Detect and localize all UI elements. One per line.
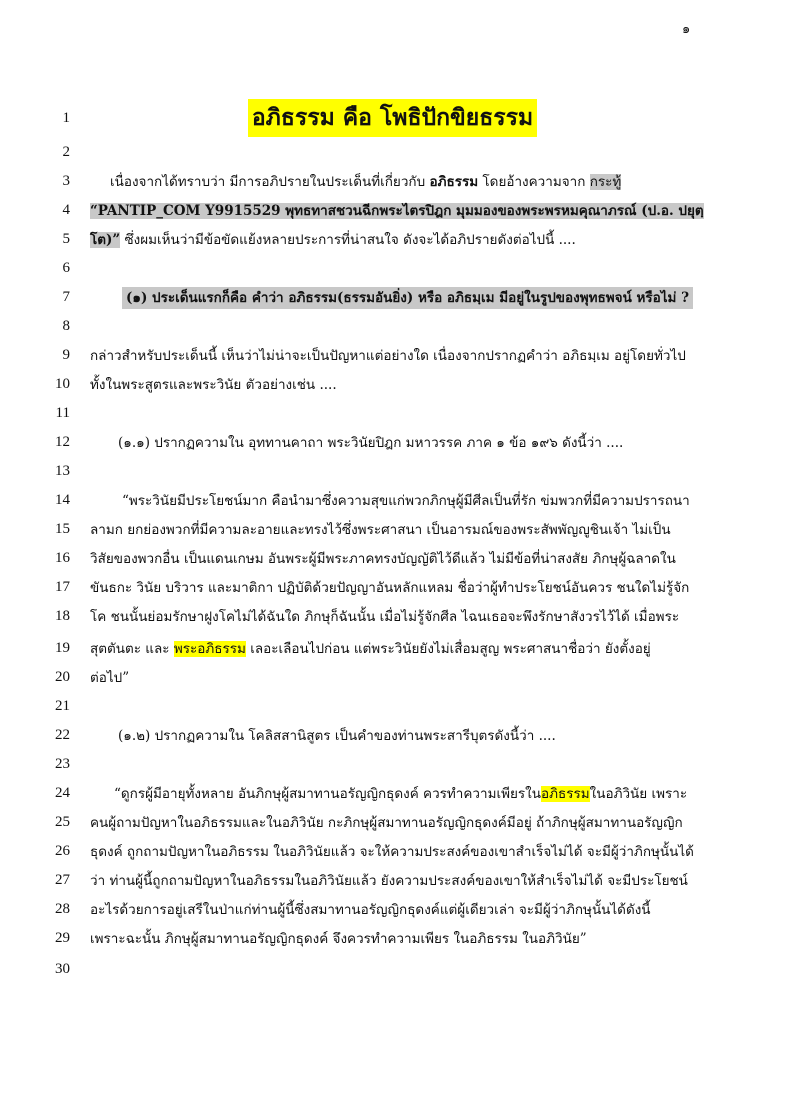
page-number: ๑: [682, 22, 691, 37]
quote-line: ขันธกะ วินัย บริวาร และมาติกา ปฏิบัติด้วยปัญญาอันหลักแหลม ชื่อว่าผู้ทำประโยชน์อันควร ชนใดไม่รู้จัก: [90, 580, 690, 596]
line-row: [0, 226, 786, 256]
line-number: 6: [62, 260, 70, 276]
line-number: 19: [55, 640, 70, 656]
line-number: 4: [62, 202, 70, 218]
line-row: [0, 516, 786, 546]
line-row: [0, 429, 786, 459]
line-number: 2: [62, 144, 70, 160]
line-number: 14: [55, 492, 70, 508]
line-row: [0, 867, 786, 897]
gray-highlight: โต)”: [90, 232, 121, 248]
line-row: [0, 809, 786, 839]
line-number: 26: [55, 843, 70, 859]
line-number: 27: [55, 872, 70, 888]
line-row: [0, 313, 786, 343]
text-segment-bold: อภิธรรม: [429, 174, 479, 190]
line-row: [0, 574, 786, 604]
yellow-highlight: พระอภิธรรม: [173, 641, 246, 657]
paragraph-line: [122, 287, 693, 309]
quote-line: อะไรด้วยการอยู่เสรีในป่าแก่ท่านผู้นี้ซึ่งสมาทานอรัญญิกธุดงค์แต่ผู้เดียวเล่า จะมีผู้ว่าภิกษุนั้นได้ดังนี้: [90, 902, 651, 918]
line-row: [0, 105, 786, 135]
point-heading: (๑) ประเด็นแรกก็คือ คำว่า อภิธรรม(ธรรมอันยิ่ง) หรือ อภิธมฺเม มีอยู่ในรูปของพุทธพจน์ หรือไม่ ?: [122, 287, 693, 309]
line-number: 1: [62, 110, 70, 126]
quote-line: ธุดงค์ ถูกถามปัญหาในอภิธรรม ในอภิวินัยแล้ว จะให้ความประสงค์ของเขาสำเร็จไม่ได้ จะมีผู้ว่าภิกษุนั้นได้: [90, 844, 694, 860]
line-number: 29: [55, 930, 70, 946]
line-row: [0, 197, 786, 227]
line-row: [0, 487, 786, 517]
paragraph-line: [90, 200, 704, 222]
text-segment: ในอภิวินัย เพราะ: [589, 786, 688, 802]
line-number: 16: [55, 550, 70, 566]
quote-line: [90, 638, 651, 660]
line-number: 9: [62, 347, 70, 363]
quote-line: เพราะฉะนั้น ภิกษุผู้สมาทานอรัญญิกธุดงค์ จึงควรทำความเพียร ในอภิธรรม ในอภิวินัย”: [90, 931, 587, 947]
paragraph-line: กล่าวสำหรับประเด็นนี้ เห็นว่าไม่น่าจะเป็นปัญหาแต่อย่างใด เนื่องจากปรากฏคำว่า อภิธมฺเม อยู่โดยทั่วไป: [90, 348, 686, 364]
line-row: [0, 956, 786, 986]
line-row: [0, 780, 786, 810]
line-row: [0, 371, 786, 401]
text-segment: เลอะเลือนไปก่อน แต่พระวินัยยังไม่เสื่อมสูญ พระศาสนาชื่อว่า ยังตั้งอยู่: [250, 641, 651, 657]
gray-highlight: กระทู้: [589, 174, 622, 190]
quote-line: โค ชนนั้นย่อมรักษาฝูงโคไม่ได้ฉันใด ภิกษุก็ฉันนั้น เมื่อไม่รู้จักศีล ไฉนเธอจะพึงรักษาสังวรไว้ได้ เมื่อพระ: [90, 609, 680, 625]
line-row: [0, 139, 786, 169]
line-row: [0, 400, 786, 430]
line-number: 21: [55, 698, 70, 714]
text-segment: สุตตันตะ และ: [90, 641, 170, 657]
paragraph-line: [110, 171, 621, 193]
quote-line: วิสัยของพวกอื่น เป็นแดนเกษม อันพระผู้มีพระภาคทรงบัญญัติไว้ดีแล้ว ไม่มีข้อที่น่าสงสัย ภิกษุผู้ฉลาดใน: [90, 551, 676, 567]
line-number: 18: [55, 608, 70, 624]
line-number: 25: [55, 814, 70, 830]
quote-line: คนผู้ถามปัญหาในอภิธรรมและในอภิวินัย กะภิกษุผู้สมาทานอรัญญิกธุดงค์มีอยู่ ถ้าภิกษุผู้สมาทานอรัญญิก: [90, 815, 683, 831]
line-row: [0, 896, 786, 926]
line-number: 20: [55, 669, 70, 685]
line-row: [0, 342, 786, 372]
quote-line: “พระวินัยมีประโยชน์มาก คือนำมาซึ่งความสุขแก่พวกภิกษุผู้มีศีลเป็นที่รัก ข่มพวกที่มีความปรารถนา: [122, 493, 690, 509]
line-row: [0, 925, 786, 955]
paragraph-line: ทั้งในพระสูตรและพระวินัย ตัวอย่างเช่น ....: [90, 377, 337, 393]
line-number: 23: [55, 756, 70, 772]
line-number: 30: [55, 961, 70, 977]
quote-line: [114, 783, 687, 805]
document-title: อภิธรรม คือ โพธิปักขิยธรรม: [248, 99, 537, 137]
line-row: [0, 635, 786, 665]
paragraph-line: [90, 229, 576, 251]
quote-line: ต่อไป”: [90, 670, 130, 686]
paragraph-line: (๑.๒) ปรากฏความใน โคลิสสานิสูตร เป็นคำของท่านพระสารีบุตรดังนี้ว่า ....: [118, 728, 556, 744]
text-segment: “ดูกรผู้มีอายุทั้งหลาย อันภิกษุผู้สมาทานอรัญญิกธุดงค์ ควรทำความเพียรใน: [114, 786, 541, 802]
line-number: 28: [55, 901, 70, 917]
line-row: [0, 603, 786, 633]
line-row: [0, 284, 786, 314]
line-row: [0, 168, 786, 198]
text-segment: ซึ่งผมเห็นว่ามีข้อขัดแย้งหลายประการที่น่าสนใจ ดังจะได้อภิปรายดังต่อไปนี้ ....: [124, 232, 576, 248]
yellow-highlight: อภิธรรม: [540, 786, 590, 802]
gray-highlight: “PANTIP_COM Y9915529 พุทธทาสชวนฉีกพระไตรปิฎก มุมมองของพระพรหมคุณาภรณ์ (ป.อ. ปยุตฺ: [90, 203, 704, 219]
line-row: [0, 722, 786, 752]
line-number: 24: [55, 785, 70, 801]
line-row: [0, 693, 786, 723]
line-row: [0, 458, 786, 488]
line-row: [0, 255, 786, 285]
paragraph-line: (๑.๑) ปรากฏความใน อุททานคาถา พระวินัยปิฎก มหาวรรค ภาค ๑ ข้อ ๑๙๖ ดังนี้ว่า ....: [118, 435, 624, 451]
text-segment: โดยอ้างความจาก: [482, 174, 586, 190]
line-number: 11: [55, 405, 70, 421]
quote-line: ลามก ยกย่องพวกที่มีความละอายและทรงไว้ซึ่งพระศาสนา เป็นอารมณ์ของพระสัพพัญญูชินเจ้า ไม่เป็น: [90, 522, 671, 538]
line-row: [0, 664, 786, 694]
line-row: [0, 545, 786, 575]
line-number: 3: [62, 173, 70, 189]
text-segment: เนื่องจากได้ทราบว่า มีการอภิปรายในประเด็นที่เกี่ยวกับ: [110, 174, 426, 190]
line-number: 7: [62, 289, 70, 305]
line-number: 8: [62, 318, 70, 334]
line-row: [0, 751, 786, 781]
line-number: 17: [55, 579, 70, 595]
line-number: 10: [55, 376, 70, 392]
line-number: 13: [55, 463, 70, 479]
line-number: 22: [55, 727, 70, 743]
line-number: 12: [55, 434, 70, 450]
line-number: 5: [62, 231, 70, 247]
quote-line: ว่า ท่านผู้นี้ถูกถามปัญหาในอภิธรรมในอภิวินัยแล้ว ยังความประสงค์ของเขาให้สำเร็จไม่ได้ จะมีประโยชน์: [90, 873, 688, 889]
line-number: 15: [55, 521, 70, 537]
line-row: [0, 838, 786, 868]
